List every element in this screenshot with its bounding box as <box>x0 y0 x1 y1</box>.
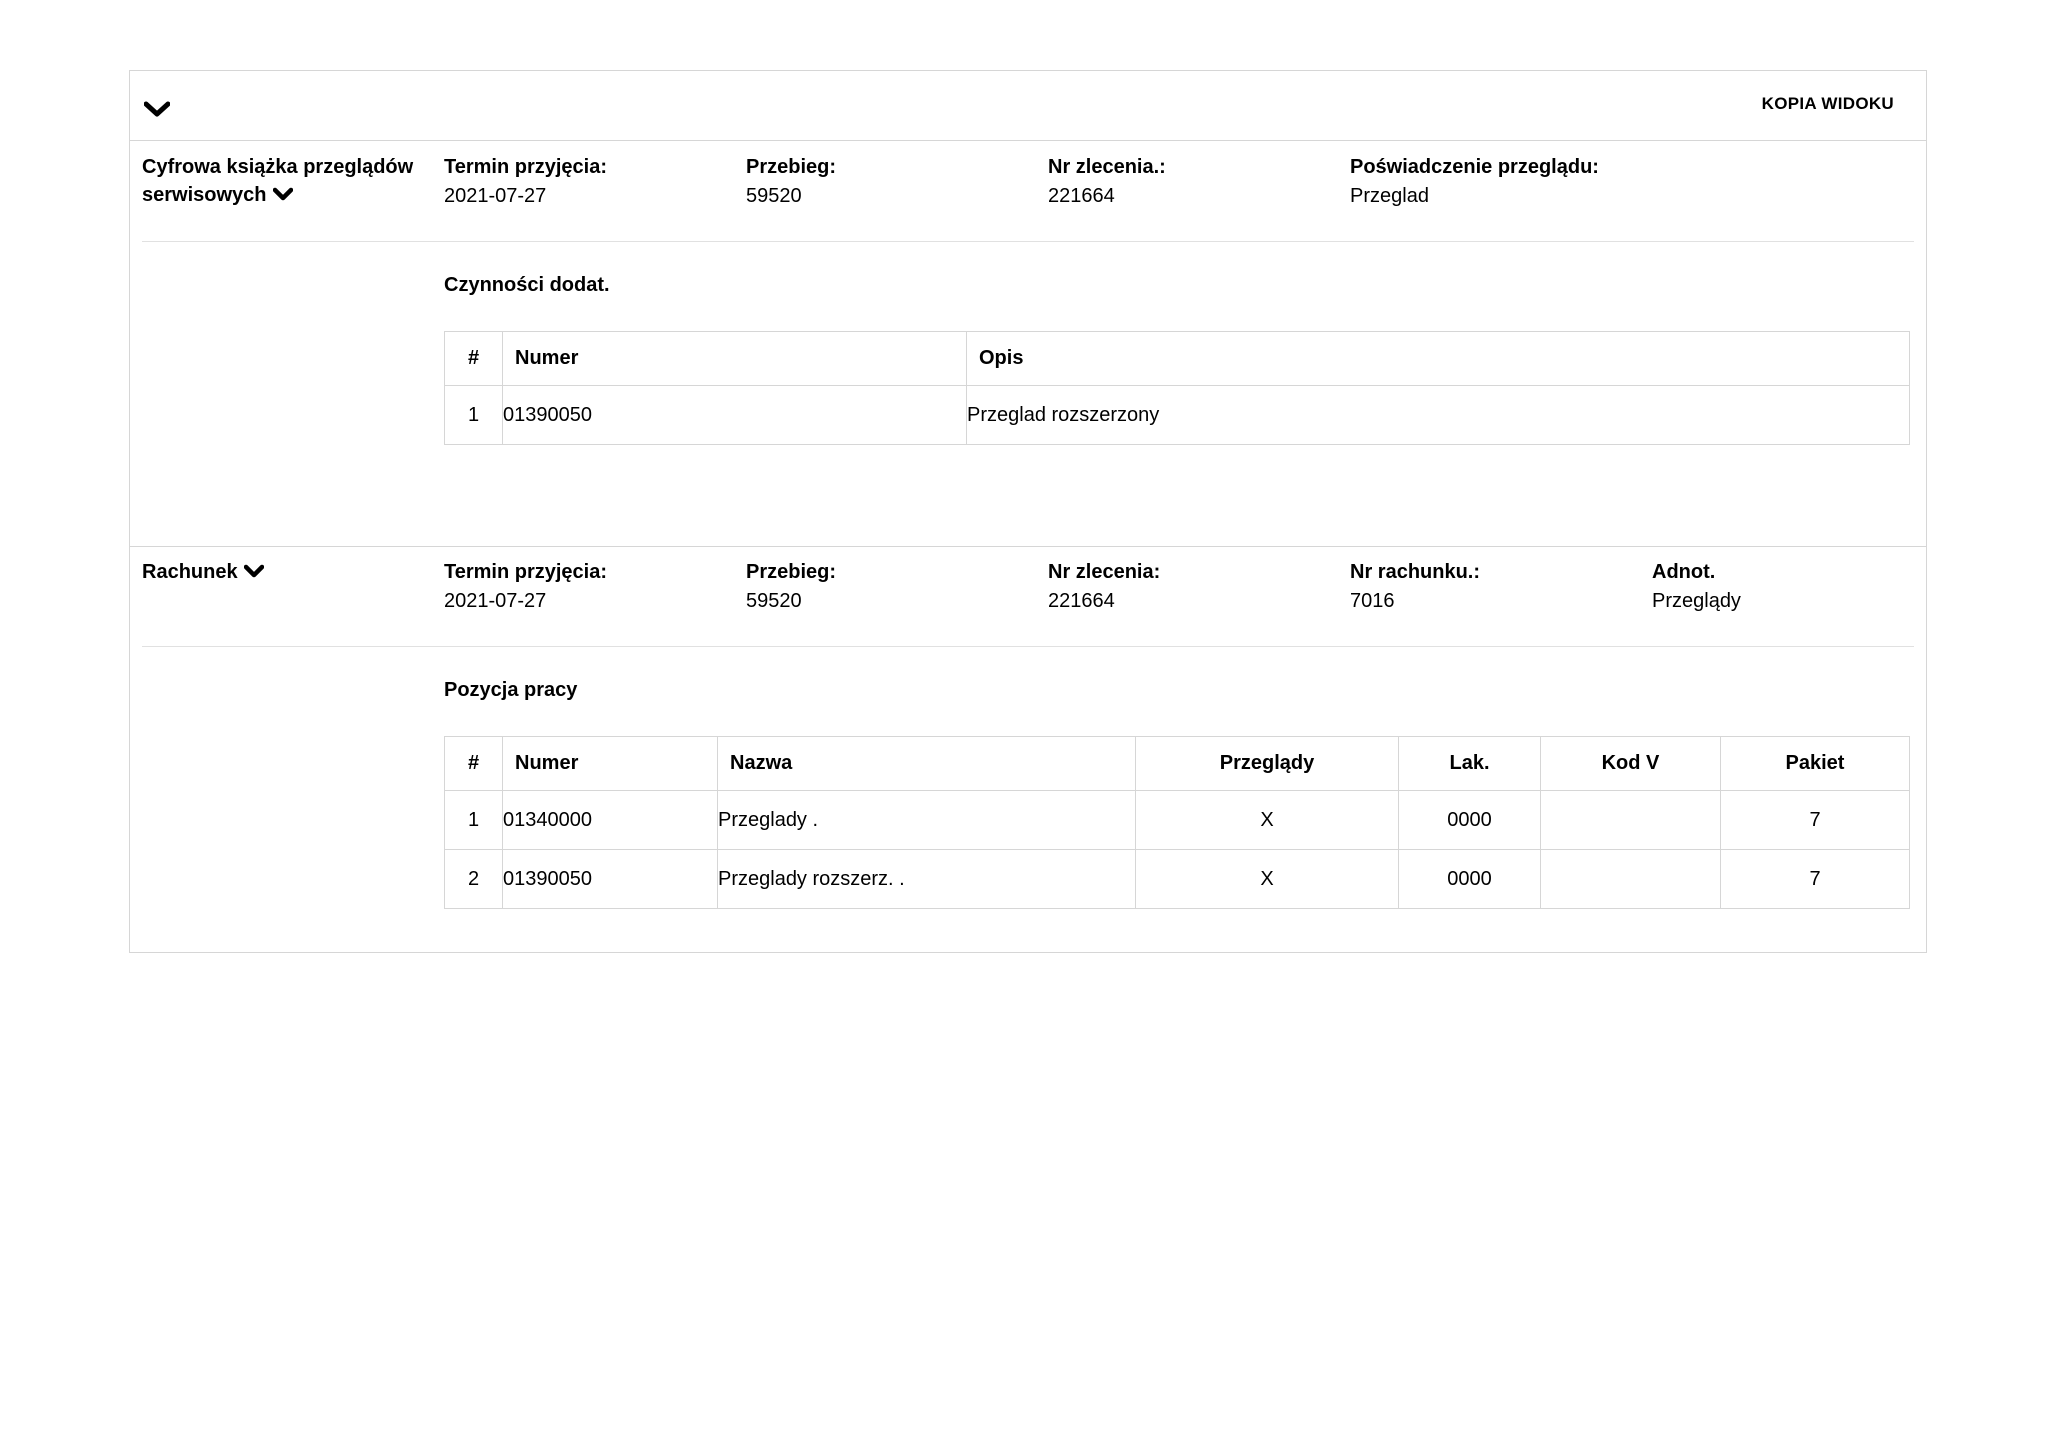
service-book-field-mileage: Przebieg: 59520 <box>746 156 837 207</box>
invoice-field-mileage: Przebieg: 59520 <box>746 561 837 612</box>
col-header: # <box>445 737 503 791</box>
table-row <box>445 791 1910 850</box>
invoice-title: Rachunek <box>142 561 238 583</box>
work-items-table <box>444 736 1910 909</box>
service-book-title: Cyfrowa książka przeglądów serwisowych <box>142 156 414 206</box>
table-cell: Przeglad rozszerzony <box>967 386 1910 445</box>
table-header-row <box>445 737 1910 791</box>
copy-view-button[interactable]: KOPIA WIDOKU <box>1761 94 1894 113</box>
table-cell <box>1541 850 1721 909</box>
service-book-field-intake-date: Termin przyjęcia: 2021-07-27 <box>444 156 608 207</box>
table-cell <box>1541 791 1721 850</box>
table-row <box>445 386 1910 445</box>
table-cell: 7 <box>1721 791 1910 850</box>
table-header-row <box>445 332 1910 386</box>
col-header: Nazwa <box>718 737 1136 791</box>
table-cell: Przeglady . <box>718 791 1136 850</box>
invoice-field-invoice-number: Nr rachunku.: 7016 <box>1350 561 1481 612</box>
table-cell: 01340000 <box>503 791 718 850</box>
table-cell: 01390050 <box>503 850 718 909</box>
table-cell: 2 <box>445 850 503 909</box>
col-header: Pakiet <box>1721 737 1910 791</box>
table-cell: 0000 <box>1399 791 1541 850</box>
service-book-field-order-number: Nr zlecenia.: 221664 <box>1048 156 1166 207</box>
col-header: Przeglądy <box>1136 737 1399 791</box>
service-book-field-certification: Poświadczenie przeglądu: Przeglad <box>1350 156 1599 207</box>
table-cell: 1 <box>445 386 503 445</box>
service-book-toggle[interactable] <box>142 153 432 209</box>
section-divider <box>130 546 1926 547</box>
table-cell: X <box>1136 791 1399 850</box>
col-header: Kod V <box>1541 737 1721 791</box>
divider <box>142 241 1914 242</box>
invoice-field-annotation: Adnot. Przeglądy <box>1652 561 1741 612</box>
table-cell: Przeglady rozszerz. . <box>718 850 1136 909</box>
service-history-panel <box>129 70 1927 953</box>
chevron-down-icon <box>273 186 293 202</box>
col-header: Lak. <box>1399 737 1541 791</box>
table-row <box>445 850 1910 909</box>
panel-toolbar <box>130 71 1926 141</box>
invoice-toggle[interactable] <box>142 558 432 586</box>
chevron-down-icon[interactable] <box>144 99 170 119</box>
col-header: Opis <box>967 332 1910 386</box>
additional-tasks-title: Czynności dodat. <box>444 274 610 296</box>
table-cell: 1 <box>445 791 503 850</box>
col-header: # <box>445 332 503 386</box>
invoice-field-intake-date: Termin przyjęcia: 2021-07-27 <box>444 561 608 612</box>
table-cell: 01390050 <box>503 386 967 445</box>
work-items-title: Pozycja pracy <box>444 679 578 701</box>
table-cell: 7 <box>1721 850 1910 909</box>
table-cell: 0000 <box>1399 850 1541 909</box>
table-cell: X <box>1136 850 1399 909</box>
divider <box>142 646 1914 647</box>
invoice-field-order-number: Nr zlecenia: 221664 <box>1048 561 1161 612</box>
col-header: Numer <box>503 332 967 386</box>
col-header: Numer <box>503 737 718 791</box>
additional-tasks-table <box>444 331 1910 445</box>
chevron-down-icon <box>244 563 264 579</box>
